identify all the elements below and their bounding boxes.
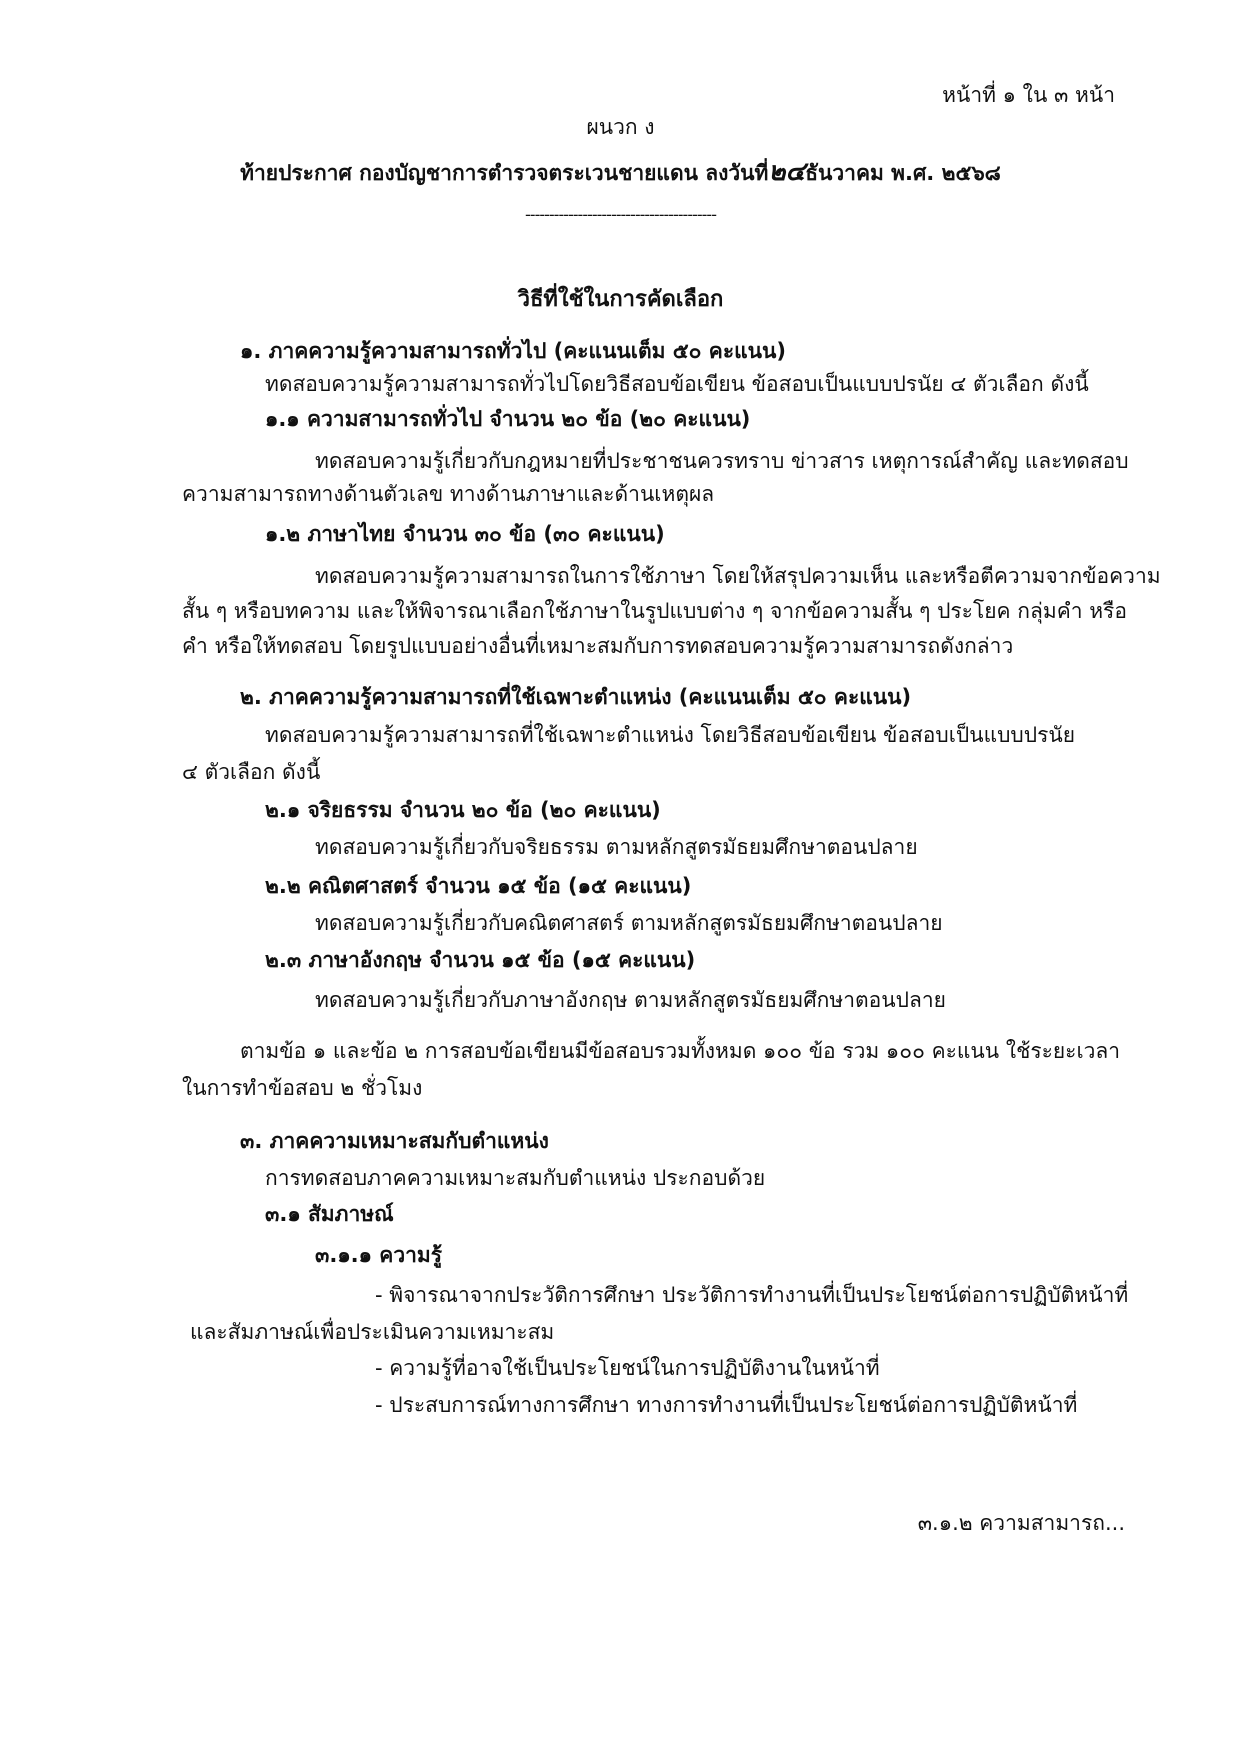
- section2-sub2-text: ทดสอบความรู้เกี่ยวกับคณิตศาสตร์ ตามหลักสูตรมัธยมศึกษาตอนปลาย: [315, 911, 943, 935]
- summary-line1: ตามข้อ ๑ และข้อ ๒ การสอบข้อเขียนมีข้อสอบรวมทั้งหมด ๑๐๐ ข้อ รวม ๑๐๐ คะแนน ใช้ระยะเวลา: [240, 1039, 1121, 1063]
- section3-title: ๓. ภาคความเหมาะสมกับตำแหน่ง: [240, 1129, 549, 1153]
- bullet1-line2: และสัมภาษณ์เพื่อประเมินความเหมาะสม: [190, 1320, 555, 1344]
- section1-title: ๑. ภาคความรู้ความสามารถทั่วไป (คะแนนเต็ม ๕๐ คะแนน): [240, 339, 786, 363]
- section2-sub1-text: ทดสอบความรู้เกี่ยวกับจริยธรรม ตามหลักสูตรมัธยมศึกษาตอนปลาย: [315, 835, 918, 859]
- section1-sub2-text-line1: ทดสอบความรู้ความสามารถในการใช้ภาษา โดยให้สรุปความเห็น และหรือตีความจากข้อความ: [315, 564, 1161, 588]
- section2-intro-line2: ๔ ตัวเลือก ดังนี้: [182, 760, 321, 784]
- title-suffix: ธันวาคม พ.ศ. ๒๕๖๘: [805, 161, 1001, 185]
- section2-sub3-title: ๒.๓ ภาษาอังกฤษ จำนวน ๑๕ ข้อ (๑๕ คะแนน): [265, 948, 696, 972]
- summary-line2: ในการทำข้อสอบ ๒ ชั่วโมง: [182, 1076, 423, 1100]
- section3-sub1-title: ๓.๑ สัมภาษณ์: [265, 1202, 394, 1226]
- section3-intro: การทดสอบภาคความเหมาะสมกับตำแหน่ง ประกอบด้วย: [265, 1166, 766, 1190]
- bullet2: - ความรู้ที่อาจใช้เป็นประโยชน์ในการปฏิบัติงานในหน้าที่: [375, 1356, 880, 1380]
- section1-sub2-title: ๑.๒ ภาษาไทย จำนวน ๓๐ ข้อ (๓๐ คะแนน): [265, 522, 665, 546]
- section1-intro: ทดสอบความรู้ความสามารถทั่วไปโดยวิธีสอบข้อเขียน ข้อสอบเป็นแบบปรนัย ๔ ตัวเลือก ดังนี้: [265, 372, 1089, 396]
- section2-sub1-title: ๒.๑ จริยธรรม จำนวน ๒๐ ข้อ (๒๐ คะแนน): [265, 798, 661, 822]
- page-number: หน้าที่ ๑ ใน ๓ หน้า: [942, 83, 1115, 107]
- section1-sub1-text-line1: ทดสอบความรู้เกี่ยวกับกฎหมายที่ประชาชนควรทราบ ข่าวสาร เหตุการณ์สำคัญ และทดสอบ: [315, 449, 1129, 473]
- annex-label: ผนวก ง: [586, 115, 655, 139]
- section1-sub2-text-line3: คำ หรือให้ทดสอบ โดยรูปแบบอย่างอื่นที่เหมาะสมกับการทดสอบความรู้ความสามารถดังกล่าว: [182, 634, 1014, 658]
- divider-line: ----------------------------------------: [525, 205, 716, 224]
- section2-sub2-title: ๒.๒ คณิตศาสตร์ จำนวน ๑๕ ข้อ (๑๕ คะแนน): [265, 874, 692, 898]
- section2-title: ๒. ภาคความรู้ความสามารถที่ใช้เฉพาะตำแหน่ง (คะแนนเต็ม ๕๐ คะแนน): [240, 685, 912, 709]
- section-heading: วิธีที่ใช้ในการคัดเลือก: [517, 287, 724, 312]
- title-prefix: ท้ายประกาศ กองบัญชาการตำรวจตระเวนชายแดน ลงวันที่: [240, 161, 769, 185]
- section1-sub2-text-line2: สั้น ๆ หรือบทความ และให้พิจารณาเลือกใช้ภาษาในรูปแบบต่าง ๆ จากข้อความสั้น ๆ ประโยค กลุ่มคำ หรือ: [182, 599, 1127, 623]
- section1-sub1-title: ๑.๑ ความสามารถทั่วไป จำนวน ๒๐ ข้อ (๒๐ คะแนน): [265, 407, 751, 431]
- continuation-note: ๓.๑.๒ ความสามารถ...: [917, 1511, 1125, 1535]
- bullet1-line1: - พิจารณาจากประวัติการศึกษา ประวัติการทำงานที่เป็นประโยชน์ต่อการปฏิบัติหน้าที่: [375, 1283, 1129, 1307]
- section3-sub1-1-title: ๓.๑.๑ ความรู้: [315, 1243, 443, 1267]
- section1-sub1-text-line2: ความสามารถทางด้านตัวเลข ทางด้านภาษาและด้านเหตุผล: [182, 482, 715, 506]
- section2-sub3-text: ทดสอบความรู้เกี่ยวกับภาษาอังกฤษ ตามหลักสูตรมัธยมศึกษาตอนปลาย: [315, 988, 946, 1012]
- section2-intro-line1: ทดสอบความรู้ความสามารถที่ใช้เฉพาะตำแหน่ง โดยวิธีสอบข้อเขียน ข้อสอบเป็นแบบปรนัย: [265, 723, 1076, 747]
- handwritten-day: ๒๔: [768, 157, 806, 187]
- bullet3: - ประสบการณ์ทางการศึกษา ทางการทำงานที่เป็นประโยชน์ต่อการปฏิบัติหน้าที่: [375, 1393, 1078, 1417]
- announcement-title: [0, 157, 1241, 188]
